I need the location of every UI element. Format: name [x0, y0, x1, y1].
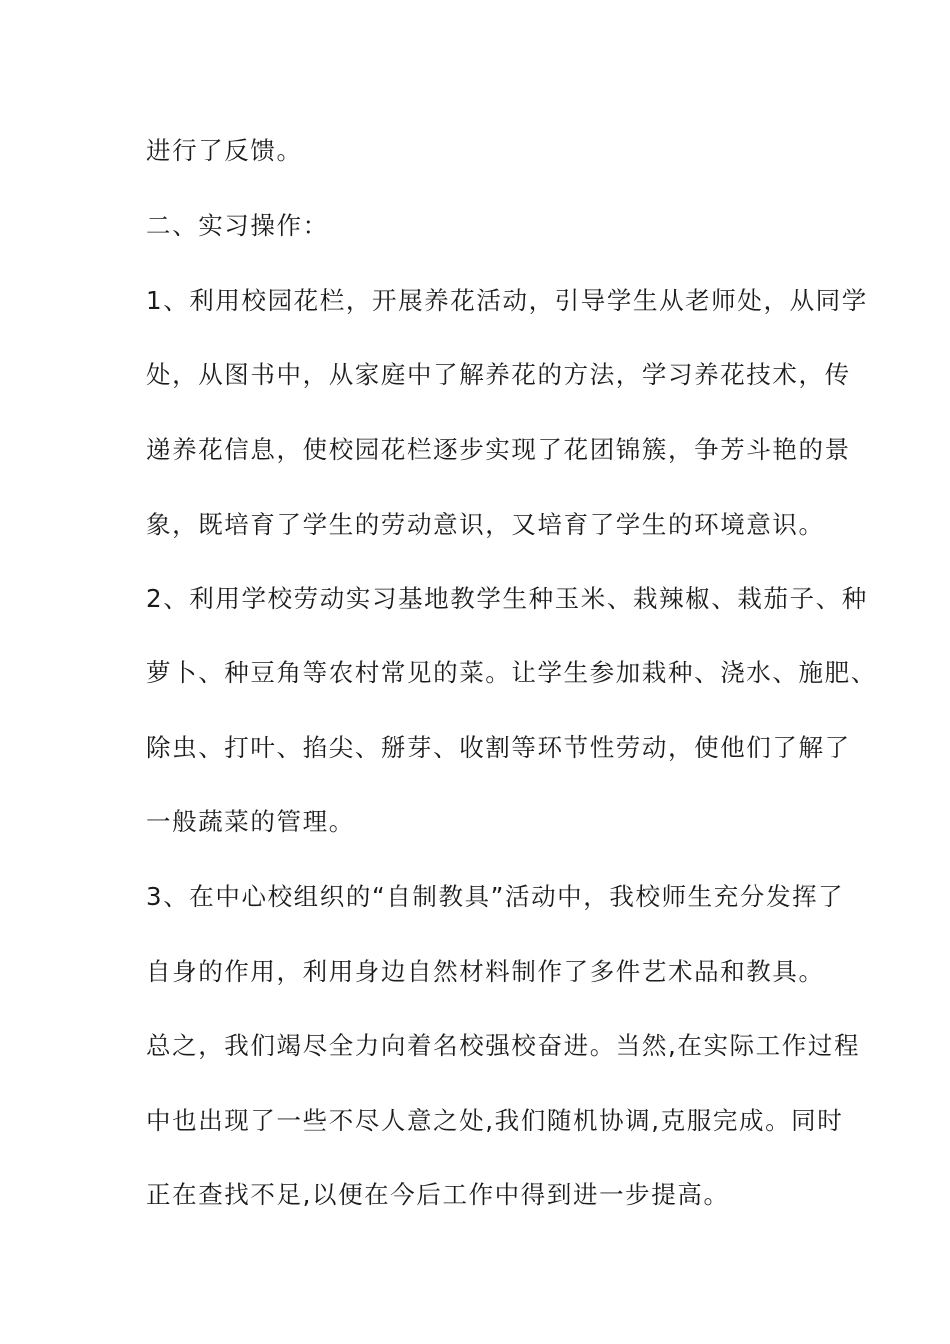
- text-line: 1、利用校园花栏，开展养花活动，引导学生从老师处，从同学: [146, 286, 868, 315]
- text-line: 萝卜、种豆角等农村常见的菜。让学生参加栽种、浇水、施肥、: [146, 658, 877, 687]
- text-line: 2、利用学校劳动实习基地教学生种玉米、栽辣椒、栽茄子、种: [146, 584, 868, 613]
- text-line-feedback: 进行了反馈。: [146, 136, 303, 165]
- text-line: 处，从图书中，从家庭中了解养花的方法，学习养花技术，传: [146, 360, 851, 389]
- text-line: 除虫、打叶、掐尖、掰芽、收割等环节性劳动，使他们了解了: [146, 733, 851, 762]
- text-line: 一般蔬菜的管理。: [146, 807, 355, 836]
- text-line: 象，既培育了学生的劳动意识，又培育了学生的环境意识。: [146, 510, 825, 539]
- section-heading-practice: 二、实习操作：: [146, 211, 329, 240]
- text-line: 中也出现了一些不尽人意之处,我们随机协调,克服完成。同时: [146, 1106, 844, 1135]
- text-line: 3、在中心校组织的“自制教具”活动中，我校师生充分发挥了: [146, 882, 845, 911]
- text-line: 正在查找不足,以便在今后工作中得到进一步提高。: [146, 1180, 730, 1209]
- text-line: 递养花信息，使校园花栏逐步实现了花团锦簇，争芳斗艳的景: [146, 435, 851, 464]
- text-line: 总之，我们竭尽全力向着名校强校奋进。当然,在实际工作过程: [146, 1031, 861, 1060]
- text-line: 自身的作用，利用身边自然材料制作了多件艺术品和教具。: [146, 957, 825, 986]
